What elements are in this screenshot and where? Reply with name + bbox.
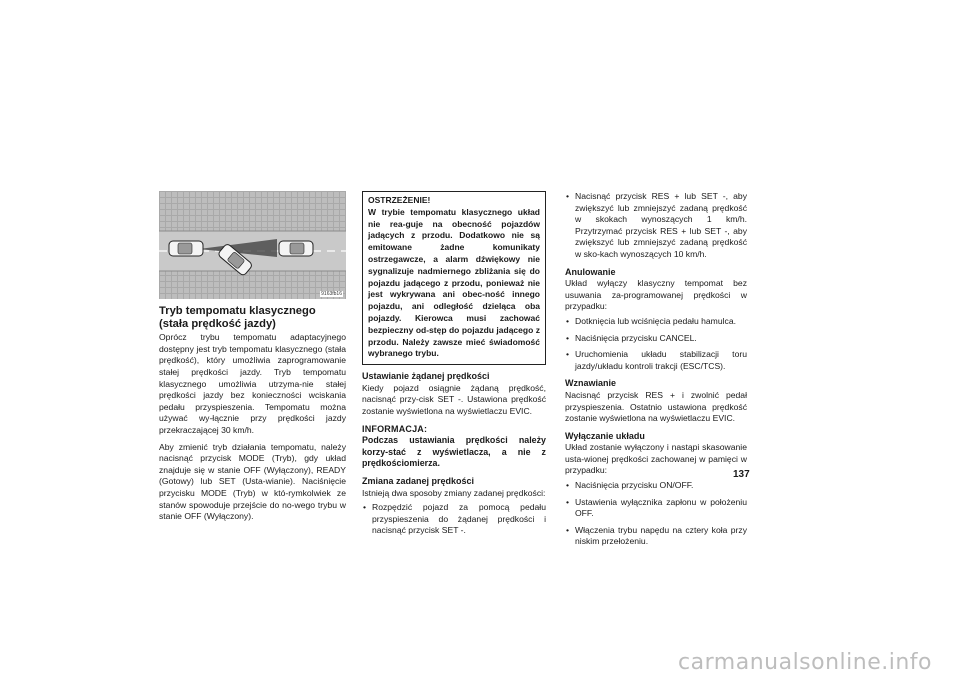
figure-code: 9163fb16 <box>321 291 342 297</box>
list-item: • Nacisnąć przycisk RES + lub SET -, aby zwiększyć lub zmniejszyć zadaną prędkość w skokach wynoszących 1 km/h. Przytrzymać przycisk RES + lub SET -, aby zwiększyć lub zmniejszyć zadaną prędkość w sko-kach wynoszących 10 km/h. <box>565 191 747 261</box>
warning-text: W trybie tempomatu klasycznego układ nie rea-guje na obecność pojazdów jadących z przodu. Dodatkowo nie są emitowane żadne komunikaty ostrzegawcze, a alarm dźwiękowy nie sygnalizuje nadmiernego zbliżania się do pojazdu jadącego z przodu, ponieważ nie jest wykrywana ani obec-ność innego pojazdu, ani odległość dzieląca oba pojazdy. Kierowca musi zachować bezpieczny od-stęp do pojazdu jadącego z przodu. Należy zawsze mieć świadomość wybranego trybu. <box>368 206 540 359</box>
intro-paragraph: Oprócz trybu tempomatu adaptacyjnego dostępny jest tryb tempomatu klasycznego (stała prędkość), który umożliwia zaprogramowanie stałej prędkości jazdy. Tryb tempomatu klasycznego umożliwia utrzyma-nie stałej prędkości jazdy bez konieczności wciskania pedału przyspieszenia. Tempomatu można używać wy-łącznie przy prędkości jazdy przekraczającej 30 km/h. <box>159 332 346 435</box>
list-item: • Włączenia trybu napędu na cztery koła przy niskim przełożeniu. <box>565 525 747 548</box>
mode-paragraph: Aby zmienić tryb działania tempomatu, należy nacisnąć przycisk MODE (Tryb), gdy układ znajduje się w stanie OFF (Wyłączony), READY (Gotowy) lub SET (Usta-wianie). Naciśnięcie przycisku MODE (Tryb) w któ-rymkolwiek ze stanów spowoduje przejście do no-wego trybu w stanie OFF (Wyłączony). <box>159 441 346 522</box>
cancel-heading: Anulowanie <box>565 266 616 277</box>
section-title: Tryb tempomatu klasycznego (stała prędkość jazdy) <box>159 305 316 330</box>
change-speed-text: Istnieją dwa sposoby zmiany zadanej prędkości: <box>362 487 546 498</box>
list-item: • Rozpędzić pojazd za pomocą pedału przyspieszenia do żądanej prędkości i nacisnąć przycisk SET -. <box>362 502 546 537</box>
list-item: • Dotknięcia lub wciśnięcia pedału hamulca. <box>565 316 747 328</box>
list-item: • Naciśnięcia przycisku CANCEL. <box>565 333 747 345</box>
left-column <box>159 191 346 523</box>
page-number: 137 <box>733 469 750 480</box>
change-speed-heading: Zmiana zadanej prędkości <box>362 475 475 486</box>
turn-off-list <box>565 480 747 548</box>
right-column <box>565 191 747 553</box>
info-text: Podczas ustawiania prędkości należy korzy-stać z wyświetlacza, a nie z prędkościomierza. <box>362 435 546 469</box>
info-heading: INFORMACJA: <box>362 423 428 434</box>
warning-box <box>362 191 546 365</box>
warning-title: OSTRZEŻENIE! <box>368 195 431 205</box>
cancel-list <box>565 316 747 372</box>
resume-heading: Wznawianie <box>565 378 617 389</box>
change-speed-list <box>362 502 546 537</box>
list-item: • Ustawienia wyłącznika zapłonu w położeniu OFF. <box>565 497 747 520</box>
middle-column <box>362 191 546 542</box>
list-item: • Uruchomienia układu stabilizacji toru jazdy/układu kontroli trakcji (ESC/TCS). <box>565 349 747 372</box>
turn-off-heading: Wyłączanie układu <box>565 430 645 441</box>
watermark: carmanualsonline.info <box>678 650 932 675</box>
cruise-control-figure <box>159 191 346 299</box>
cars-diagram-icon <box>159 191 346 299</box>
turn-off-text: Układ zostanie wyłączony i nastąpi skasowanie usta-wionej prędkości zachowanej w pamięci w przypadku: <box>565 442 747 476</box>
cancel-text: Układ wyłączy klasyczny tempomat bez usuwania za-programowanej prędkości w przypadku: <box>565 278 747 312</box>
set-speed-text: Kiedy pojazd osiągnie żądaną prędkość, nacisnąć przy-cisk SET -. Ustawiona prędkość zostanie wyświetlona na wyświetlaczu EVIC. <box>362 382 546 416</box>
resume-text: Nacisnąć przycisk RES + i zwolnić pedał przyspieszenia. Ostatnio ustawiona prędkość zostanie wyświetlona na wyświetlaczu EVIC. <box>565 389 747 424</box>
change-speed-list-cont <box>565 191 747 261</box>
set-speed-heading: Ustawianie żądanej prędkości <box>362 371 490 382</box>
list-item: • Naciśnięcia przycisku ON/OFF. <box>565 480 747 492</box>
